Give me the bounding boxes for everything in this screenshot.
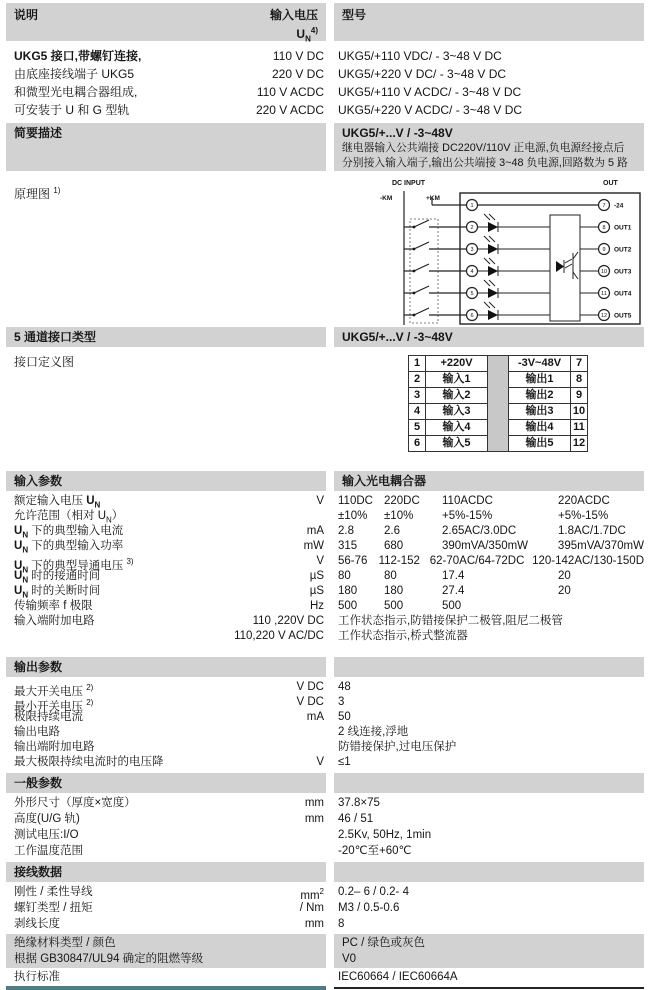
input-value-cell: 500 xyxy=(442,600,462,612)
terminal-table-container xyxy=(334,347,644,452)
terminal-number: 10 xyxy=(571,404,588,420)
pin-number: 1 xyxy=(470,203,474,209)
param-row xyxy=(6,795,326,811)
input-value-cell: 110ACDC xyxy=(442,495,493,507)
param-value: 46 / 51 xyxy=(338,813,374,825)
output-label: OUT4 xyxy=(614,290,632,298)
param-row xyxy=(6,900,326,916)
interface-model-label: UKG5/+...V / -3~48V xyxy=(342,330,453,344)
general-params-label: 一般参数 xyxy=(14,776,63,790)
terminal-number: 7 xyxy=(571,356,588,372)
param-label: 输出电路 xyxy=(14,726,60,738)
param-row xyxy=(6,569,326,584)
brief-row xyxy=(6,123,644,171)
terminal-label: 输入4 xyxy=(426,420,488,436)
principle-schematic xyxy=(372,175,672,325)
input-value-cell: ±10% xyxy=(384,510,414,522)
param-unit: mA xyxy=(306,525,324,537)
param-row xyxy=(6,554,326,575)
description-row xyxy=(6,47,326,65)
input-voltage-label: 输入电压 xyxy=(269,8,318,22)
param-label: 最小开关电压 $^{2)}$ xyxy=(14,698,94,713)
insulation-labels-band xyxy=(6,934,326,968)
insulation-value: PC / 绿色或灰色 xyxy=(342,937,426,949)
param-row xyxy=(6,509,326,524)
terminal-number: 2 xyxy=(409,372,426,388)
param-row xyxy=(6,843,326,859)
param-unit: V xyxy=(316,555,324,567)
description-row xyxy=(6,65,326,83)
param-label: 剥线长度 xyxy=(14,918,60,930)
terminal-label: 输出1 xyxy=(509,372,571,388)
description-text: 和微型光电耦合器组成, xyxy=(14,85,138,99)
pin-number: 2 xyxy=(470,225,474,231)
terminal-label: 输出4 xyxy=(509,420,571,436)
param-row xyxy=(6,539,326,554)
out-label: OUT xyxy=(603,180,618,187)
model-header-label: 型号 xyxy=(342,8,367,22)
pos-bus-label: +KM xyxy=(426,195,440,202)
output-params-label: 输出参数 xyxy=(14,660,63,674)
input-value-row xyxy=(338,554,644,569)
param-label: $U_N$ 下的典型输入功率 xyxy=(14,540,124,555)
param-value: 防错接保护,过电压保护 xyxy=(338,741,457,753)
wiring-content-row xyxy=(6,884,644,932)
terminal-label: +220V xyxy=(426,356,488,372)
terminal-table-gap xyxy=(488,355,508,452)
param-label xyxy=(14,629,234,644)
input-value-cell: 110DC xyxy=(338,495,373,507)
input-value-cell: 27.4 xyxy=(442,585,465,597)
input-value-row xyxy=(338,524,644,539)
wiring-data-label: 接线数据 xyxy=(14,865,63,879)
input-voltage-value: 110 V ACDC xyxy=(256,85,324,99)
param-row xyxy=(6,827,326,843)
insulation-label: 绝缘材料类型 / 颜色 xyxy=(14,937,116,949)
param-label: $U_N$ 时的关断时间 xyxy=(14,585,101,600)
input-params-band xyxy=(6,471,326,491)
top-header-row xyxy=(6,3,644,44)
param-label: 外形尺寸（厚度×宽度） xyxy=(14,797,136,809)
param-label: 高度(U/G 轨) xyxy=(14,813,80,825)
terminal-number: 12 xyxy=(571,436,588,452)
model-item: UKG5/+110 V ACDC/ - 3~48 V DC xyxy=(338,85,522,99)
input-value-cell: 112-152 xyxy=(378,555,420,567)
general-params-band xyxy=(6,773,326,793)
schematic-container xyxy=(334,171,644,325)
output-content-row xyxy=(6,680,644,770)
param-value: 50 xyxy=(338,711,351,723)
terminal-label: 输入3 xyxy=(426,404,488,420)
pin-number: 12 xyxy=(600,313,608,319)
input-value-row xyxy=(338,569,644,584)
param-row xyxy=(6,884,326,900)
output-label: OUT5 xyxy=(614,312,632,320)
general-content-row xyxy=(6,795,644,859)
description-text: 由底座接线端子 UKG5 xyxy=(14,67,135,81)
terminal-table xyxy=(408,355,588,452)
schematic-row xyxy=(6,171,644,325)
top-content-row xyxy=(6,47,644,119)
insulation-values-band xyxy=(334,934,644,968)
param-unit: V DC xyxy=(296,696,324,708)
input-optocoupler-band xyxy=(334,471,644,491)
param-unit: µS xyxy=(309,585,324,597)
standard-row xyxy=(6,970,644,984)
neg-bus-label: -KM xyxy=(380,195,393,202)
param-row xyxy=(6,695,326,713)
param-label: $U_N$ 时的接通时间 xyxy=(14,570,101,585)
terminal-table-left-half xyxy=(408,355,488,452)
input-value-cell: 20 xyxy=(558,585,571,597)
terminal-label: 输入1 xyxy=(426,372,488,388)
description-text: 可安装于 U 和 G 型轨 xyxy=(14,103,130,117)
switch-icon xyxy=(414,264,429,271)
param-label: 输入端附加电路 xyxy=(14,615,95,627)
pin-number: 11 xyxy=(601,291,607,297)
input-value-row xyxy=(338,494,644,509)
input-optocoupler-label: 输入光电耦合器 xyxy=(342,474,427,488)
output-label: -24 xyxy=(614,202,624,210)
param-unit: mm xyxy=(304,918,324,930)
standard-label: 执行标准 xyxy=(14,971,60,983)
param-unit: Hz xyxy=(309,600,324,612)
description-header-band xyxy=(6,3,326,44)
input-value-cell: 500 xyxy=(338,600,358,612)
param-row xyxy=(6,614,326,629)
terminal-number: 5 xyxy=(409,420,426,436)
param-unit: mW xyxy=(303,540,324,552)
param-row xyxy=(6,524,326,539)
general-params-list xyxy=(6,795,326,859)
brief-header-label: 简要描述 xyxy=(14,126,63,140)
param-unit: $mm^2$ xyxy=(300,887,324,902)
interface-type-band xyxy=(6,327,326,347)
interface-caption: 接口定义图 xyxy=(14,355,75,369)
output-label: OUT3 xyxy=(614,268,632,276)
param-row xyxy=(6,599,326,614)
terminal-label: 输出2 xyxy=(509,388,571,404)
wiring-values-list xyxy=(334,884,644,932)
param-value: -20℃至+60℃ xyxy=(338,845,412,857)
input-params-label: 输入参数 xyxy=(14,474,63,488)
insulation-label: 根据 GB30847/UL94 确定的阻燃等级 xyxy=(14,953,204,965)
terminal-number: 8 xyxy=(571,372,588,388)
terminal-label: 输入2 xyxy=(426,388,488,404)
param-unit: / Nm xyxy=(299,902,324,914)
input-value-cell: 390mVA/350mW xyxy=(441,540,529,552)
description-row xyxy=(6,101,326,119)
input-value-row xyxy=(338,509,644,524)
input-value-cell: 120-142AC/130-150D xyxy=(532,555,644,567)
terminal-number: 4 xyxy=(409,404,426,420)
input-value-cell: +5%-15% xyxy=(558,510,609,522)
footer-bars xyxy=(6,986,644,990)
param-value: M3 / 0.5-0.6 xyxy=(338,902,400,914)
input-value-cell: 80 xyxy=(338,570,351,582)
input-value-cell: 500 xyxy=(384,600,404,612)
switch-icon xyxy=(414,242,429,249)
param-label: 刚性 / 柔性导线 xyxy=(14,886,93,898)
input-voltage-symbol: $U_N^{4)}$ xyxy=(296,26,318,44)
input-band-row xyxy=(6,471,644,491)
input-value-note: 工作状态指示,防错接保护二极管,阻尼二极管 xyxy=(338,615,563,627)
input-value-cell: 220ACDC xyxy=(558,495,610,507)
input-value-cell: 220DC xyxy=(384,495,420,507)
terminal-label: 输入5 xyxy=(426,436,488,452)
input-value-cell: 315 xyxy=(338,540,358,552)
param-label: 额定输入电压 $U_N$ xyxy=(14,495,101,510)
param-value: 8 xyxy=(338,918,345,930)
wiring-band-row xyxy=(6,862,644,882)
param-row xyxy=(6,755,326,770)
param-label: 允许范围（相对 $U_N$） xyxy=(14,510,124,525)
terminal-label: 输出3 xyxy=(509,404,571,420)
interface-band-row xyxy=(6,327,644,347)
pin-number: 6 xyxy=(470,313,474,319)
param-unit: mm xyxy=(304,797,324,809)
param-row xyxy=(6,629,326,644)
input-value-cell xyxy=(558,599,644,614)
input-voltage-value: 220 V DC xyxy=(271,67,324,81)
output-band-spacer xyxy=(334,657,644,677)
input-value-cell: 20 xyxy=(558,570,571,582)
model-item: UKG5/+220 V ACDC/ - 3~48 V DC xyxy=(338,103,523,117)
input-value-cell: 56-76 xyxy=(338,555,368,567)
model-item: UKG5/+220 V DC/ - 3~48 V DC xyxy=(338,67,507,81)
param-unit: mA xyxy=(306,711,324,723)
param-row xyxy=(6,710,326,725)
input-value-cell: 17.4 xyxy=(442,570,465,582)
input-content-row xyxy=(6,494,644,644)
switch-icon xyxy=(414,286,429,293)
input-voltage-value: 220 V ACDC xyxy=(255,103,324,117)
input-voltage-column-header xyxy=(269,7,318,44)
interface-content-row xyxy=(6,347,644,452)
pin-number: 10 xyxy=(600,269,608,275)
output-label: OUT1 xyxy=(614,224,632,232)
model-header-band xyxy=(334,3,644,41)
terminal-number: 11 xyxy=(571,420,588,436)
input-value-cell: ±10% xyxy=(338,510,368,522)
terminal-table-right-half xyxy=(508,355,588,452)
model-number-list xyxy=(334,47,644,119)
brief-header-band xyxy=(6,123,326,171)
output-params-list xyxy=(6,680,326,770)
input-value-cell: 180 xyxy=(384,585,404,597)
param-row xyxy=(6,680,326,698)
terminal-label: 输出5 xyxy=(509,436,571,452)
param-value: 2.5Kv, 50Hz, 1min xyxy=(338,829,432,841)
param-label: 测试电压:I/O xyxy=(14,829,79,841)
description-row xyxy=(6,83,326,101)
param-row xyxy=(6,740,326,755)
input-value-cell: 2.6 xyxy=(384,525,400,537)
brief-description-block xyxy=(334,123,644,171)
param-label: 最大极限持续电流时的电压降 xyxy=(14,756,164,768)
param-unit: V DC xyxy=(296,681,324,693)
product-description-list xyxy=(6,47,326,119)
param-unit: 110 ,220V DC xyxy=(252,615,324,627)
standard-value: IEC60664 / IEC60664A xyxy=(338,971,458,983)
param-row xyxy=(6,725,326,740)
brief-description-lines xyxy=(342,141,636,171)
param-label: 螺钉类型 / 扭矩 xyxy=(14,902,93,914)
param-row xyxy=(6,494,326,509)
param-value: 0.2– 6 / 0.2- 4 xyxy=(338,886,409,898)
param-label: 工作温度范围 xyxy=(14,845,83,857)
input-value-cell: 1.8AC/1.7DC xyxy=(558,525,626,537)
input-params-list xyxy=(6,494,326,644)
description-text: UKG5 接口,带螺钉连接, xyxy=(14,49,142,63)
input-value-cell: 2.8 xyxy=(338,525,354,537)
input-value-cell: +5%-15% xyxy=(442,510,493,522)
input-value-row xyxy=(338,584,644,599)
param-label: 输出端附加电路 xyxy=(14,741,95,753)
param-value: 48 xyxy=(338,681,351,693)
schematic-label: 原理图 $^{1)}$ xyxy=(14,186,61,201)
input-value-cell: 680 xyxy=(383,540,404,552)
output-band-row xyxy=(6,657,644,677)
input-value-row xyxy=(338,599,644,614)
insulation-row xyxy=(6,934,644,968)
input-value-cell: 2.65AC/3.0DC xyxy=(442,525,517,537)
param-unit: mm xyxy=(304,813,324,825)
param-label: $U_N$ 下的典型导通电压 $^{3)}$ xyxy=(14,557,134,575)
model-item: UKG5/+110 VDC/ - 3~48 V DC xyxy=(338,49,502,63)
general-band-row xyxy=(6,773,644,793)
terminal-number: 9 xyxy=(571,388,588,404)
pin-number: 9 xyxy=(602,247,606,253)
param-value: 3 xyxy=(338,696,345,708)
switch-icon xyxy=(414,308,429,315)
dc-input-label: DC INPUT xyxy=(392,180,426,187)
pin-number: 3 xyxy=(470,247,474,253)
input-value-cell: 180 xyxy=(338,585,358,597)
divider-line xyxy=(334,987,644,989)
wiring-band-spacer xyxy=(334,862,644,882)
interface-type-label: 5 通道接口类型 xyxy=(14,330,97,344)
teal-accent-bar xyxy=(6,986,326,990)
terminal-label: -3V~48V xyxy=(509,356,571,372)
param-unit: V xyxy=(316,495,324,507)
input-value-row xyxy=(338,539,644,554)
param-label: 极限持续电流 xyxy=(14,711,83,723)
param-unit: V xyxy=(316,756,324,768)
param-label: $U_N$ 下的典型输入电流 xyxy=(14,525,124,540)
param-unit: µS xyxy=(309,570,324,582)
wiring-data-band xyxy=(6,862,326,882)
param-label: 最大开关电压 $^{2)}$ xyxy=(14,683,94,698)
input-value-note: 工作状态指示,桥式整流器 xyxy=(338,630,468,642)
interface-model-band xyxy=(334,327,644,347)
wiring-params-list xyxy=(6,884,326,932)
input-value-cell: 62-70AC/64-72DC xyxy=(429,555,525,567)
input-value-cell: 395mVA/370mW xyxy=(557,540,644,552)
insulation-value: V0 xyxy=(342,953,357,965)
output-values-list xyxy=(334,680,644,770)
terminal-number: 1 xyxy=(409,356,426,372)
general-values-list xyxy=(334,795,644,859)
switch-icon xyxy=(414,220,429,227)
param-value: ≤1 xyxy=(338,756,351,768)
input-values-table xyxy=(334,494,644,644)
pin-number: 5 xyxy=(470,291,474,297)
description-header-label: 说明 xyxy=(14,8,39,22)
input-value-cell: 80 xyxy=(384,570,397,582)
output-params-band xyxy=(6,657,326,677)
param-row xyxy=(6,584,326,599)
pin-number: 7 xyxy=(602,203,606,209)
param-value: 37.8×75 xyxy=(338,797,380,809)
param-row xyxy=(6,811,326,827)
general-band-spacer xyxy=(334,773,644,793)
param-row xyxy=(6,916,326,932)
brief-description-line: 分别接入输入端子,输出公共端接 3~48 负电源,回路数为 5 路 xyxy=(342,157,628,169)
param-label: 传输频率 f 极限 xyxy=(14,600,93,612)
terminal-number: 6 xyxy=(409,436,426,452)
input-voltage-value: 110 V DC xyxy=(272,49,324,63)
brief-description-line: 继电器输入公共端接 DC220V/110V 正电源,负电源经接点后 xyxy=(342,142,625,154)
param-value: 2 线连接,浮地 xyxy=(338,726,409,738)
brief-title: UKG5/+...V / -3~48V xyxy=(342,126,453,140)
pin-number: 4 xyxy=(470,269,474,275)
param-unit: 110,220 V AC/DC xyxy=(234,630,324,642)
pin-number: 8 xyxy=(602,225,606,231)
output-label: OUT2 xyxy=(614,246,632,254)
terminal-number: 3 xyxy=(409,388,426,404)
